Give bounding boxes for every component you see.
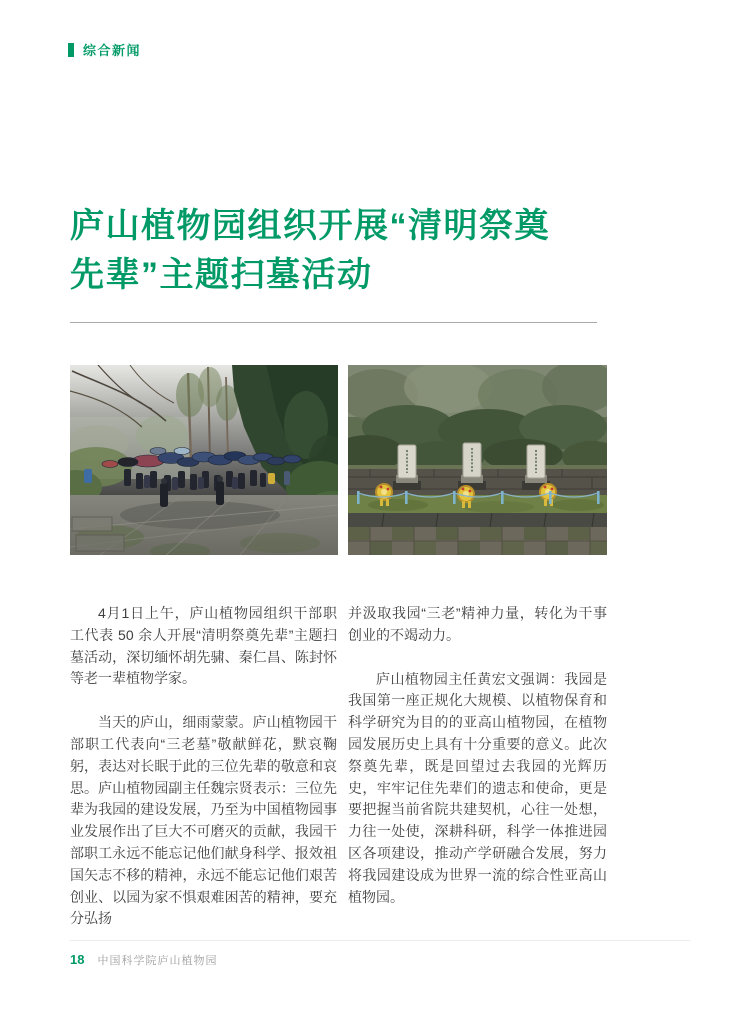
article-title xyxy=(70,202,615,300)
paragraph: 4月1日上午，庐山植物园组织干部职工代表 50 余人开展“清明祭奠先辈”主题扫墓活动，深切缅怀胡先骕、秦仁昌、陈封怀等老一辈植物学家。 xyxy=(70,605,337,687)
article-title-line-1: 庐山植物园组织开展“清明祭奠 xyxy=(70,207,550,245)
section-label xyxy=(68,40,141,59)
section-label-bar xyxy=(68,43,74,57)
paragraph: 庐山植物园主任黄宏文强调：我园是我国第一座正规化大规模、以植物保育和科学研究为目的的亚高山植物园，在植物园发展历史上具有十分重要的意义。此次祭奠先辈，既是回望过去我园的光辉历史，牢牢记住先辈们的遗志和使命，更是要把握当前省院共建契机，心往一处想，力往一处使，深耕科研，科学一体推进园区各项建设，推动产学研融合发展，努力将我园建设成为世界一流的综合性亚高山植物园。 xyxy=(348,670,607,905)
footer-publisher: 中国科学院庐山植物园 xyxy=(97,955,218,967)
footer-rule xyxy=(70,940,690,941)
page-number: 18 xyxy=(70,952,85,967)
section-label-text: 综合新闻 xyxy=(83,43,142,58)
paragraph: 当天的庐山，细雨蒙蒙。庐山植物园干部职工代表向“三老墓”敬献鲜花，默哀鞠躬，表达对长眠于此的三位先辈的敬意和哀思。庐山植物园副主任魏宗贤表示：三位先辈为我园的建设发展，乃至为中国植物园事业发展作出了巨大不可磨灭的贡献，我园干部职工永远不能忘记他们献身科学、报效祖国矢志不移的精神，永远不能忘记他们艰苦创业、以园为家不惧艰难困苦的精神，要充分弘扬 xyxy=(70,714,337,927)
article-column-right xyxy=(348,603,607,908)
memorial-gathering-illustration xyxy=(70,365,338,555)
title-divider xyxy=(70,322,597,323)
photo-memorial-gathering xyxy=(70,365,338,555)
photo-memorial-stelae xyxy=(348,365,607,555)
article-column-left xyxy=(70,603,337,930)
footer xyxy=(70,952,217,968)
paragraph: 并汲取我园“三老”精神力量，转化为干事创业的不竭动力。 xyxy=(348,605,607,643)
article-title-line-2: 先辈”主题扫墓活动 xyxy=(70,256,373,294)
memorial-stelae-illustration xyxy=(348,365,607,555)
